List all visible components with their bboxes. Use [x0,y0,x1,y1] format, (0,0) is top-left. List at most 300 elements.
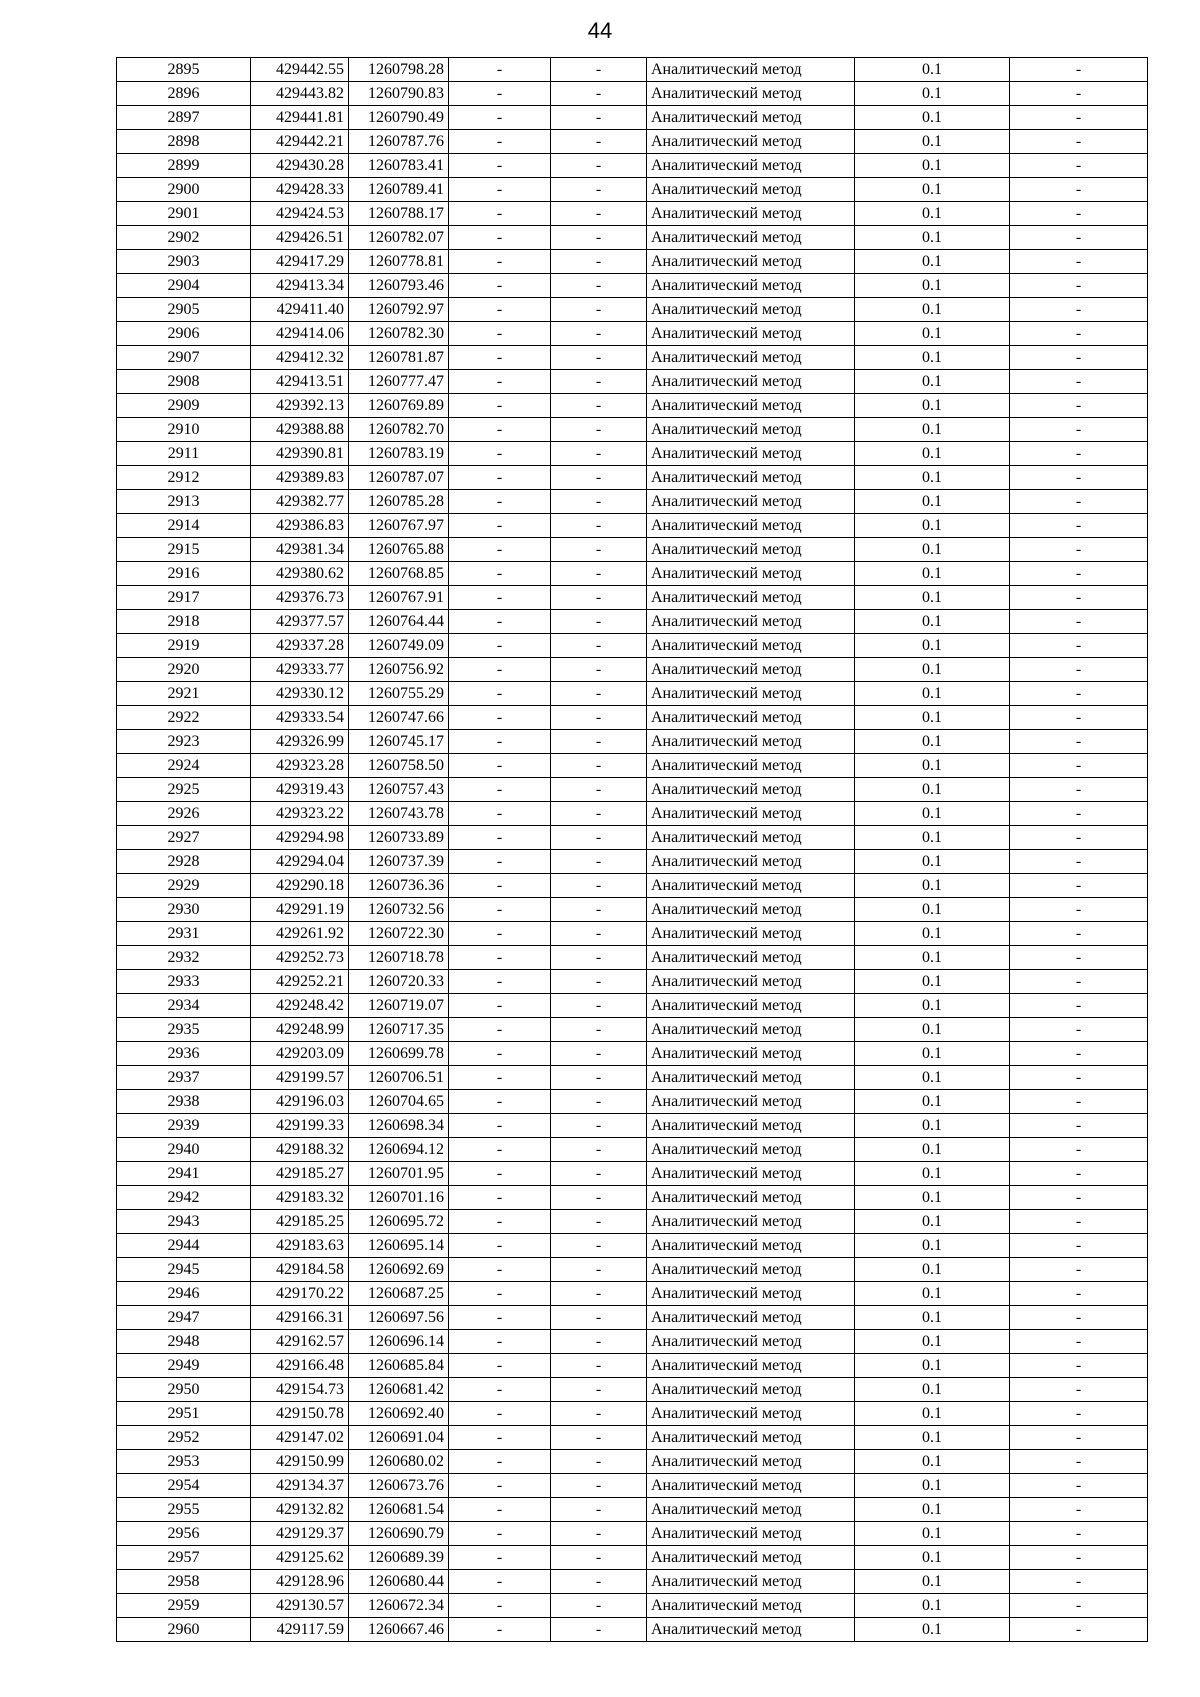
y-coordinate-cell: 1260687.25 [349,1282,449,1306]
x-coordinate-cell: 429326.99 [251,730,349,754]
method-cell: Аналитический метод [647,1306,855,1330]
method-cell: Аналитический метод [647,1234,855,1258]
method-cell: Аналитический метод [647,994,855,1018]
column-4-cell: - [449,1162,551,1186]
point-number-cell: 2935 [117,1018,251,1042]
column-5-cell: - [551,1618,647,1642]
method-cell: Аналитический метод [647,514,855,538]
x-coordinate-cell: 429130.57 [251,1594,349,1618]
point-number-cell: 2955 [117,1498,251,1522]
point-number-cell: 2952 [117,1426,251,1450]
x-coordinate-cell: 429252.21 [251,970,349,994]
column-5-cell: - [551,1042,647,1066]
point-number-cell: 2901 [117,202,251,226]
table-row [117,250,1148,274]
accuracy-cell: 0.1 [855,946,1010,970]
column-4-cell: - [449,802,551,826]
column-4-cell: - [449,1618,551,1642]
table-row [117,634,1148,658]
column-4-cell: - [449,514,551,538]
accuracy-cell: 0.1 [855,1330,1010,1354]
point-number-cell: 2899 [117,154,251,178]
column-4-cell: - [449,1570,551,1594]
y-coordinate-cell: 1260737.39 [349,850,449,874]
column-5-cell: - [551,298,647,322]
table-row [117,1042,1148,1066]
column-5-cell: - [551,658,647,682]
x-coordinate-cell: 429442.55 [251,58,349,82]
accuracy-cell: 0.1 [855,106,1010,130]
method-cell: Аналитический метод [647,106,855,130]
accuracy-cell: 0.1 [855,1570,1010,1594]
y-coordinate-cell: 1260673.76 [349,1474,449,1498]
accuracy-cell: 0.1 [855,802,1010,826]
accuracy-cell: 0.1 [855,226,1010,250]
point-number-cell: 2923 [117,730,251,754]
column-4-cell: - [449,274,551,298]
method-cell: Аналитический метод [647,1186,855,1210]
point-number-cell: 2944 [117,1234,251,1258]
y-coordinate-cell: 1260672.34 [349,1594,449,1618]
column-8-cell: - [1010,1162,1148,1186]
point-number-cell: 2927 [117,826,251,850]
y-coordinate-cell: 1260787.07 [349,466,449,490]
method-cell: Аналитический метод [647,1138,855,1162]
x-coordinate-cell: 429323.22 [251,802,349,826]
column-5-cell: - [551,730,647,754]
x-coordinate-cell: 429412.32 [251,346,349,370]
accuracy-cell: 0.1 [855,898,1010,922]
accuracy-cell: 0.1 [855,1402,1010,1426]
x-coordinate-cell: 429411.40 [251,298,349,322]
accuracy-cell: 0.1 [855,850,1010,874]
x-coordinate-cell: 429203.09 [251,1042,349,1066]
method-cell: Аналитический метод [647,1090,855,1114]
accuracy-cell: 0.1 [855,1378,1010,1402]
column-4-cell: - [449,850,551,874]
method-cell: Аналитический метод [647,826,855,850]
column-4-cell: - [449,1378,551,1402]
table-row [117,826,1148,850]
column-4-cell: - [449,538,551,562]
table-row [117,1258,1148,1282]
column-4-cell: - [449,1330,551,1354]
column-4-cell: - [449,634,551,658]
column-5-cell: - [551,202,647,226]
y-coordinate-cell: 1260790.83 [349,82,449,106]
column-8-cell: - [1010,898,1148,922]
column-5-cell: - [551,154,647,178]
column-5-cell: - [551,1498,647,1522]
point-number-cell: 2946 [117,1282,251,1306]
point-number-cell: 2906 [117,322,251,346]
column-8-cell: - [1010,82,1148,106]
accuracy-cell: 0.1 [855,466,1010,490]
column-4-cell: - [449,1306,551,1330]
accuracy-cell: 0.1 [855,1018,1010,1042]
column-8-cell: - [1010,1522,1148,1546]
y-coordinate-cell: 1260756.92 [349,658,449,682]
y-coordinate-cell: 1260747.66 [349,706,449,730]
accuracy-cell: 0.1 [855,1594,1010,1618]
table-row [117,154,1148,178]
column-8-cell: - [1010,154,1148,178]
method-cell: Аналитический метод [647,946,855,970]
column-5-cell: - [551,514,647,538]
method-cell: Аналитический метод [647,154,855,178]
column-4-cell: - [449,706,551,730]
table-row [117,538,1148,562]
accuracy-cell: 0.1 [855,1138,1010,1162]
method-cell: Аналитический метод [647,1042,855,1066]
method-cell: Аналитический метод [647,1378,855,1402]
column-8-cell: - [1010,1042,1148,1066]
column-5-cell: - [551,826,647,850]
accuracy-cell: 0.1 [855,322,1010,346]
y-coordinate-cell: 1260732.56 [349,898,449,922]
y-coordinate-cell: 1260698.34 [349,1114,449,1138]
table-row [117,1090,1148,1114]
table-row [117,706,1148,730]
column-4-cell: - [449,1018,551,1042]
column-8-cell: - [1010,970,1148,994]
column-4-cell: - [449,178,551,202]
column-8-cell: - [1010,1354,1148,1378]
x-coordinate-cell: 429294.98 [251,826,349,850]
point-number-cell: 2926 [117,802,251,826]
method-cell: Аналитический метод [647,58,855,82]
table-row [117,946,1148,970]
point-number-cell: 2915 [117,538,251,562]
accuracy-cell: 0.1 [855,298,1010,322]
accuracy-cell: 0.1 [855,1618,1010,1642]
y-coordinate-cell: 1260692.69 [349,1258,449,1282]
method-cell: Аналитический метод [647,538,855,562]
point-number-cell: 2953 [117,1450,251,1474]
y-coordinate-cell: 1260783.41 [349,154,449,178]
accuracy-cell: 0.1 [855,1066,1010,1090]
table-row [117,586,1148,610]
y-coordinate-cell: 1260696.14 [349,1330,449,1354]
column-5-cell: - [551,466,647,490]
column-5-cell: - [551,1282,647,1306]
x-coordinate-cell: 429330.12 [251,682,349,706]
column-4-cell: - [449,586,551,610]
column-4-cell: - [449,898,551,922]
point-number-cell: 2898 [117,130,251,154]
column-5-cell: - [551,1114,647,1138]
column-4-cell: - [449,1402,551,1426]
column-5-cell: - [551,1354,647,1378]
method-cell: Аналитический метод [647,658,855,682]
accuracy-cell: 0.1 [855,538,1010,562]
accuracy-cell: 0.1 [855,154,1010,178]
method-cell: Аналитический метод [647,1066,855,1090]
column-4-cell: - [449,610,551,634]
point-number-cell: 2911 [117,442,251,466]
x-coordinate-cell: 429166.48 [251,1354,349,1378]
table-row [117,1306,1148,1330]
column-4-cell: - [449,1426,551,1450]
method-cell: Аналитический метод [647,394,855,418]
column-5-cell: - [551,442,647,466]
column-8-cell: - [1010,202,1148,226]
method-cell: Аналитический метод [647,1546,855,1570]
column-5-cell: - [551,250,647,274]
x-coordinate-cell: 429248.99 [251,1018,349,1042]
column-8-cell: - [1010,1018,1148,1042]
x-coordinate-cell: 429184.58 [251,1258,349,1282]
point-number-cell: 2920 [117,658,251,682]
column-8-cell: - [1010,1546,1148,1570]
accuracy-cell: 0.1 [855,634,1010,658]
method-cell: Аналитический метод [647,130,855,154]
column-4-cell: - [449,754,551,778]
column-4-cell: - [449,1138,551,1162]
accuracy-cell: 0.1 [855,1186,1010,1210]
point-number-cell: 2957 [117,1546,251,1570]
method-cell: Аналитический метод [647,274,855,298]
accuracy-cell: 0.1 [855,1474,1010,1498]
y-coordinate-cell: 1260798.28 [349,58,449,82]
column-5-cell: - [551,346,647,370]
y-coordinate-cell: 1260681.54 [349,1498,449,1522]
table-row [117,1546,1148,1570]
table-row [117,970,1148,994]
x-coordinate-cell: 429414.06 [251,322,349,346]
y-coordinate-cell: 1260790.49 [349,106,449,130]
x-coordinate-cell: 429390.81 [251,442,349,466]
method-cell: Аналитический метод [647,370,855,394]
accuracy-cell: 0.1 [855,586,1010,610]
y-coordinate-cell: 1260743.78 [349,802,449,826]
point-number-cell: 2947 [117,1306,251,1330]
point-number-cell: 2895 [117,58,251,82]
y-coordinate-cell: 1260680.02 [349,1450,449,1474]
accuracy-cell: 0.1 [855,274,1010,298]
column-5-cell: - [551,322,647,346]
y-coordinate-cell: 1260765.88 [349,538,449,562]
table-row [117,442,1148,466]
column-5-cell: - [551,1186,647,1210]
point-number-cell: 2933 [117,970,251,994]
column-5-cell: - [551,562,647,586]
y-coordinate-cell: 1260733.89 [349,826,449,850]
x-coordinate-cell: 429424.53 [251,202,349,226]
y-coordinate-cell: 1260768.85 [349,562,449,586]
column-8-cell: - [1010,730,1148,754]
column-5-cell: - [551,850,647,874]
x-coordinate-cell: 429147.02 [251,1426,349,1450]
column-5-cell: - [551,1258,647,1282]
table-row [117,1522,1148,1546]
y-coordinate-cell: 1260789.41 [349,178,449,202]
x-coordinate-cell: 429248.42 [251,994,349,1018]
column-5-cell: - [551,754,647,778]
x-coordinate-cell: 429337.28 [251,634,349,658]
column-8-cell: - [1010,106,1148,130]
method-cell: Аналитический метод [647,970,855,994]
column-8-cell: - [1010,130,1148,154]
y-coordinate-cell: 1260694.12 [349,1138,449,1162]
x-coordinate-cell: 429199.57 [251,1066,349,1090]
table-row [117,874,1148,898]
table-row [117,514,1148,538]
x-coordinate-cell: 429389.83 [251,466,349,490]
column-8-cell: - [1010,394,1148,418]
accuracy-cell: 0.1 [855,754,1010,778]
table-body [117,58,1148,1642]
table-row [117,418,1148,442]
x-coordinate-cell: 429185.27 [251,1162,349,1186]
x-coordinate-cell: 429382.77 [251,490,349,514]
point-number-cell: 2925 [117,778,251,802]
accuracy-cell: 0.1 [855,1546,1010,1570]
column-5-cell: - [551,1594,647,1618]
method-cell: Аналитический метод [647,1426,855,1450]
column-8-cell: - [1010,634,1148,658]
x-coordinate-cell: 429392.13 [251,394,349,418]
table-row [117,130,1148,154]
y-coordinate-cell: 1260704.65 [349,1090,449,1114]
column-5-cell: - [551,106,647,130]
column-5-cell: - [551,994,647,1018]
x-coordinate-cell: 429333.54 [251,706,349,730]
y-coordinate-cell: 1260697.56 [349,1306,449,1330]
y-coordinate-cell: 1260706.51 [349,1066,449,1090]
column-5-cell: - [551,1090,647,1114]
column-8-cell: - [1010,490,1148,514]
method-cell: Аналитический метод [647,562,855,586]
point-number-cell: 2902 [117,226,251,250]
method-cell: Аналитический метод [647,850,855,874]
y-coordinate-cell: 1260781.87 [349,346,449,370]
method-cell: Аналитический метод [647,634,855,658]
column-5-cell: - [551,1018,647,1042]
column-8-cell: - [1010,1402,1148,1426]
accuracy-cell: 0.1 [855,874,1010,898]
column-4-cell: - [449,250,551,274]
method-cell: Аналитический метод [647,898,855,922]
accuracy-cell: 0.1 [855,490,1010,514]
y-coordinate-cell: 1260757.43 [349,778,449,802]
y-coordinate-cell: 1260719.07 [349,994,449,1018]
table-row [117,610,1148,634]
column-5-cell: - [551,898,647,922]
x-coordinate-cell: 429183.32 [251,1186,349,1210]
point-number-cell: 2914 [117,514,251,538]
column-4-cell: - [449,346,551,370]
column-4-cell: - [449,322,551,346]
method-cell: Аналитический метод [647,82,855,106]
column-4-cell: - [449,826,551,850]
point-number-cell: 2945 [117,1258,251,1282]
column-5-cell: - [551,538,647,562]
point-number-cell: 2896 [117,82,251,106]
accuracy-cell: 0.1 [855,610,1010,634]
column-8-cell: - [1010,178,1148,202]
x-coordinate-cell: 429261.92 [251,922,349,946]
method-cell: Аналитический метод [647,1114,855,1138]
x-coordinate-cell: 429128.96 [251,1570,349,1594]
table-row [117,994,1148,1018]
column-8-cell: - [1010,226,1148,250]
x-coordinate-cell: 429388.88 [251,418,349,442]
y-coordinate-cell: 1260778.81 [349,250,449,274]
y-coordinate-cell: 1260695.14 [349,1234,449,1258]
point-number-cell: 2918 [117,610,251,634]
point-number-cell: 2917 [117,586,251,610]
point-number-cell: 2950 [117,1378,251,1402]
table-row [117,1378,1148,1402]
column-8-cell: - [1010,58,1148,82]
table-row [117,394,1148,418]
column-4-cell: - [449,1546,551,1570]
x-coordinate-cell: 429150.78 [251,1402,349,1426]
column-4-cell: - [449,442,551,466]
accuracy-cell: 0.1 [855,82,1010,106]
accuracy-cell: 0.1 [855,682,1010,706]
point-number-cell: 2932 [117,946,251,970]
method-cell: Аналитический метод [647,610,855,634]
column-4-cell: - [449,466,551,490]
column-4-cell: - [449,874,551,898]
accuracy-cell: 0.1 [855,1234,1010,1258]
column-4-cell: - [449,1522,551,1546]
column-4-cell: - [449,922,551,946]
column-5-cell: - [551,634,647,658]
column-5-cell: - [551,586,647,610]
table-row [117,1402,1148,1426]
x-coordinate-cell: 429381.34 [251,538,349,562]
column-4-cell: - [449,1594,551,1618]
column-8-cell: - [1010,1282,1148,1306]
column-4-cell: - [449,562,551,586]
column-8-cell: - [1010,1330,1148,1354]
method-cell: Аналитический метод [647,1618,855,1642]
table-row [117,1570,1148,1594]
point-number-cell: 2938 [117,1090,251,1114]
method-cell: Аналитический метод [647,418,855,442]
column-5-cell: - [551,1138,647,1162]
column-8-cell: - [1010,1138,1148,1162]
column-8-cell: - [1010,1570,1148,1594]
point-number-cell: 2939 [117,1114,251,1138]
x-coordinate-cell: 429183.63 [251,1234,349,1258]
method-cell: Аналитический метод [647,202,855,226]
column-8-cell: - [1010,586,1148,610]
method-cell: Аналитический метод [647,178,855,202]
table-row [117,1114,1148,1138]
x-coordinate-cell: 429134.37 [251,1474,349,1498]
y-coordinate-cell: 1260785.28 [349,490,449,514]
column-5-cell: - [551,970,647,994]
column-8-cell: - [1010,274,1148,298]
column-8-cell: - [1010,370,1148,394]
point-number-cell: 2921 [117,682,251,706]
x-coordinate-cell: 429162.57 [251,1330,349,1354]
point-number-cell: 2940 [117,1138,251,1162]
method-cell: Аналитический метод [647,874,855,898]
y-coordinate-cell: 1260689.39 [349,1546,449,1570]
method-cell: Аналитический метод [647,922,855,946]
table-row [117,682,1148,706]
column-8-cell: - [1010,922,1148,946]
table-row [117,346,1148,370]
table-row [117,1618,1148,1642]
column-4-cell: - [449,1186,551,1210]
column-5-cell: - [551,370,647,394]
